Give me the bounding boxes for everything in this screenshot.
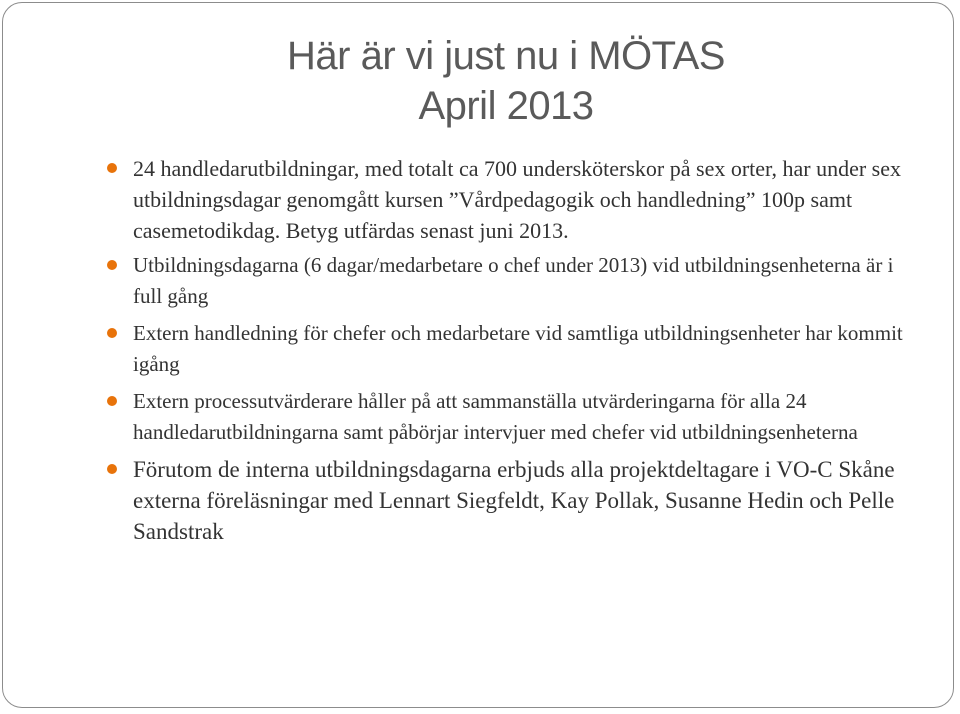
slide-title: [3, 31, 953, 131]
bullet-item-1: 24 handledarutbildningar, med totalt ca 700 undersköterskor på sex orter, har under sex utbildningsdagar genomgått kursen ”Vårdpedagogik och handledning” 100p samt casemetodikdag. Betyg utfärdas senast juni 2013.: [107, 153, 907, 246]
title-line-2: April 2013: [418, 84, 594, 128]
title-line-1: Här är vi just nu i MÖTAS: [287, 34, 725, 78]
bullet-item-3: Extern handledning för chefer och medarbetare vid samtliga utbildningsenheter har kommit igång: [107, 318, 907, 379]
bullet-list: [107, 153, 907, 547]
slide: [2, 2, 954, 708]
bullet-item-2: Utbildningsdagarna (6 dagar/medarbetare o chef under 2013) vid utbildningsenheterna är i full gång: [107, 250, 907, 311]
bullet-item-4: Extern processutvärderare håller på att sammanställa utvärderingarna för alla 24 handledarutbildningarna samt påbörjar intervjuer med chefer vid utbildningsenheterna: [107, 386, 907, 447]
bullet-item-5: Förutom de interna utbildningsdagarna erbjuds alla projektdeltagare i VO-C Skåne externa föreläsningar med Lennart Siegfeldt, Kay Pollak, Susanne Hedin och Pelle Sandstrak: [107, 454, 907, 547]
